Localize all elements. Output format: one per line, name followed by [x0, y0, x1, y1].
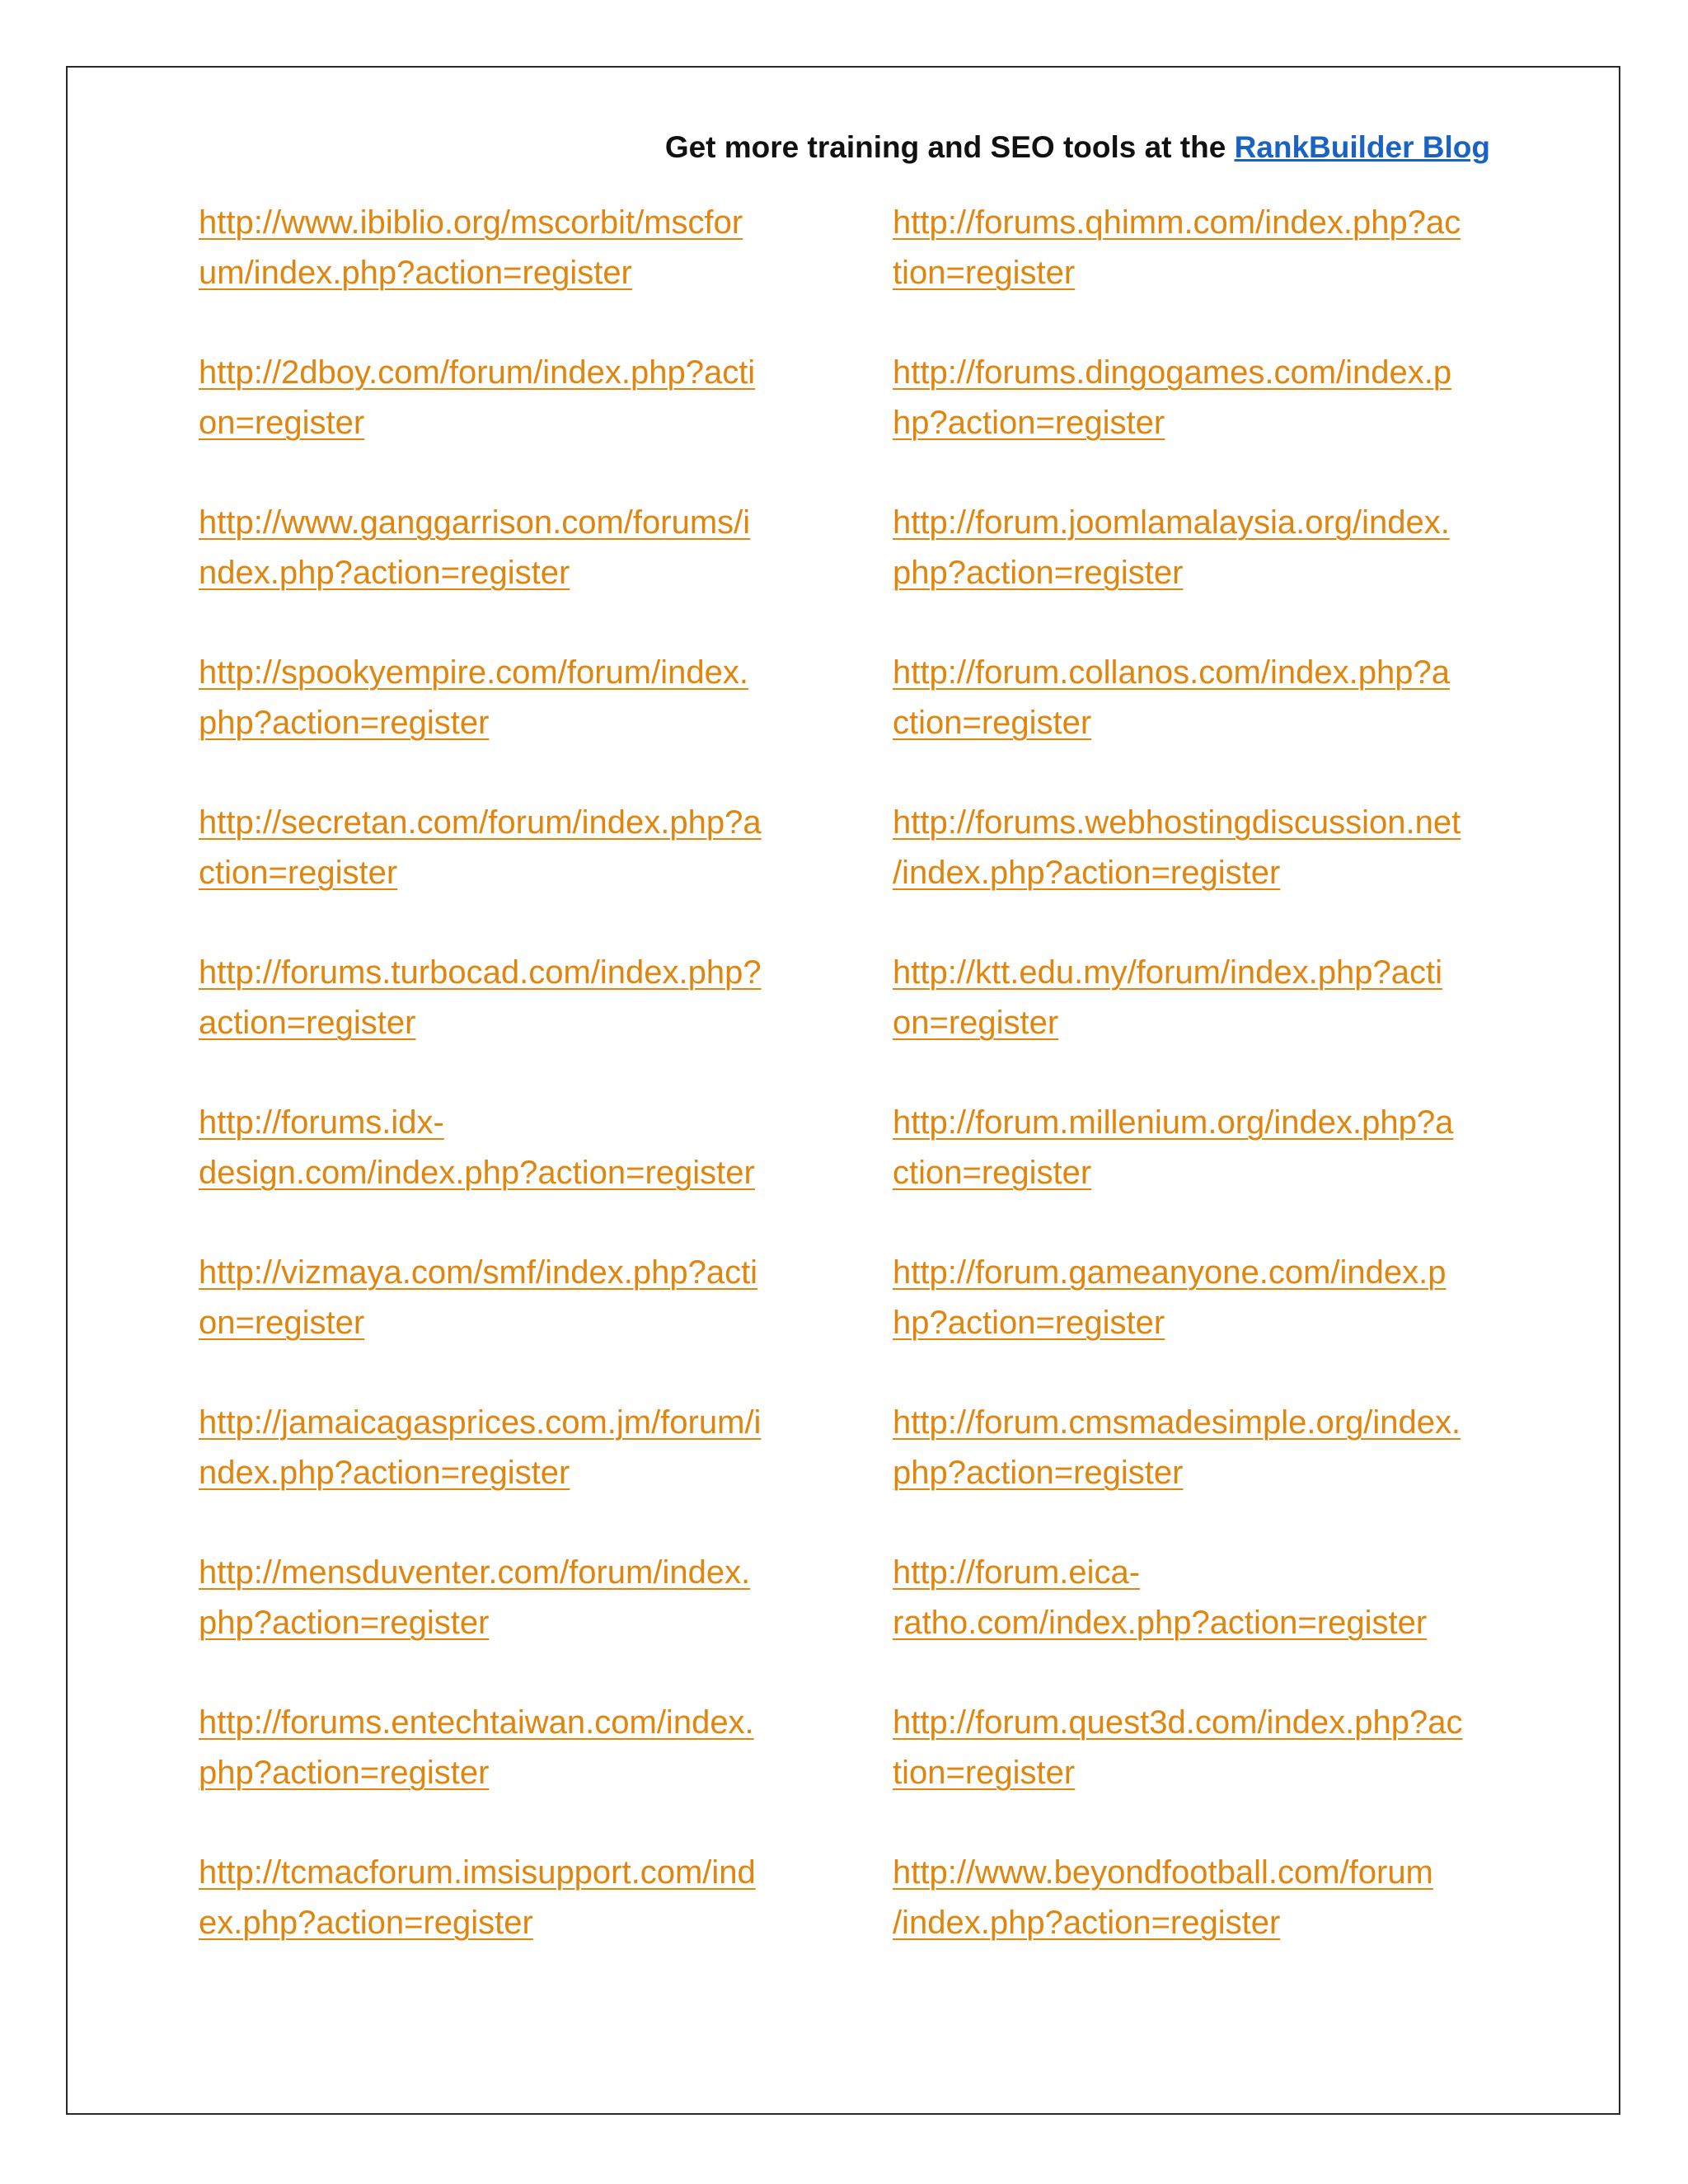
forum-register-link[interactable] — [893, 1398, 1503, 1498]
link-text-line: http://www.ibiblio.org/mscorbit/mscfor — [199, 204, 743, 241]
link-text-line: http://forums.qhimm.com/index.php?ac — [893, 204, 1461, 241]
link-text-line: /index.php?action=register — [893, 1905, 1281, 1941]
link-text-line: http://forums.entechtaiwan.com/index. — [199, 1704, 754, 1741]
forum-register-link[interactable] — [199, 1698, 809, 1798]
page-header — [665, 130, 1490, 165]
forum-register-link[interactable] — [199, 1248, 809, 1348]
header-text: Get more training and SEO tools at the — [664, 130, 1235, 164]
forum-register-link[interactable] — [893, 798, 1503, 898]
link-text-line: http://tcmacforum.imsisupport.com/ind — [199, 1854, 756, 1891]
left-link-column — [199, 198, 809, 1998]
link-text-line: /index.php?action=register — [893, 855, 1281, 891]
link-text-line: ction=register — [893, 705, 1092, 741]
right-link-column — [893, 198, 1503, 1998]
forum-register-link[interactable] — [199, 648, 809, 748]
link-text-line: php?action=register — [199, 1755, 490, 1791]
link-text-line: hp?action=register — [893, 1305, 1165, 1341]
link-text-line: ex.php?action=register — [199, 1905, 533, 1941]
link-text-line: php?action=register — [893, 555, 1184, 591]
forum-register-link[interactable] — [199, 1848, 809, 1948]
link-text-line: http://forum.millenium.org/index.php?a — [893, 1104, 1454, 1141]
link-text-line: http://secretan.com/forum/index.php?a — [199, 804, 762, 841]
forum-register-link[interactable] — [199, 1548, 809, 1648]
link-text-line: ratho.com/index.php?action=register — [893, 1605, 1428, 1641]
link-text-line: php?action=register — [199, 705, 490, 741]
link-text-line: http://forum.cmsmadesimple.org/index. — [893, 1404, 1461, 1441]
link-text-line: http://www.beyondfootball.com/forum — [893, 1854, 1433, 1891]
link-text-line: http://ktt.edu.my/forum/index.php?acti — [893, 954, 1443, 991]
forum-register-link[interactable] — [199, 198, 809, 298]
rankbuilder-blog-link[interactable]: RankBuilder Blog — [1234, 130, 1490, 164]
link-text-line: action=register — [199, 1005, 416, 1041]
link-text-line: http://forum.eica- — [893, 1554, 1141, 1591]
link-text-line: ction=register — [893, 1155, 1092, 1191]
forum-register-link[interactable] — [199, 348, 809, 448]
link-text-line: http://mensduventer.com/forum/index. — [199, 1554, 751, 1591]
link-text-line: ction=register — [199, 855, 398, 891]
link-text-line: http://forum.joomlamalaysia.org/index. — [893, 504, 1450, 541]
link-text-line: on=register — [199, 405, 365, 441]
link-text-line: ndex.php?action=register — [199, 1455, 570, 1491]
forum-register-link[interactable] — [893, 1098, 1503, 1198]
forum-register-link[interactable] — [893, 198, 1503, 298]
forum-register-link[interactable] — [893, 648, 1503, 748]
link-text-line: http://forum.quest3d.com/index.php?ac — [893, 1704, 1463, 1741]
link-text-line: http://2dboy.com/forum/index.php?acti — [199, 354, 756, 391]
forum-register-link[interactable] — [199, 1398, 809, 1498]
forum-register-link[interactable] — [893, 1698, 1503, 1798]
forum-register-link[interactable] — [893, 348, 1503, 448]
link-text-line: http://forums.idx- — [199, 1104, 444, 1141]
forum-register-link[interactable] — [199, 1098, 809, 1198]
link-text-line: http://www.ganggarrison.com/forums/i — [199, 504, 751, 541]
link-text-line: php?action=register — [199, 1605, 490, 1641]
link-text-line: php?action=register — [893, 1455, 1184, 1491]
forum-register-link[interactable] — [199, 498, 809, 598]
forum-register-link[interactable] — [893, 498, 1503, 598]
link-text-line: http://forums.dingogames.com/index.p — [893, 354, 1452, 391]
link-text-line: http://forums.turbocad.com/index.php? — [199, 954, 762, 991]
link-text-line: on=register — [893, 1005, 1059, 1041]
link-text-line: http://spookyempire.com/forum/index. — [199, 654, 748, 691]
forum-register-link[interactable] — [893, 1548, 1503, 1648]
forum-register-link[interactable] — [199, 798, 809, 898]
link-text-line: tion=register — [893, 1755, 1076, 1791]
link-text-line: http://forums.webhostingdiscussion.net — [893, 804, 1461, 841]
forum-register-link[interactable] — [199, 948, 809, 1048]
link-text-line: um/index.php?action=register — [199, 255, 632, 291]
link-text-line: http://forum.gameanyone.com/index.p — [893, 1254, 1447, 1291]
link-text-line: ndex.php?action=register — [199, 555, 570, 591]
link-text-line: http://vizmaya.com/smf/index.php?acti — [199, 1254, 758, 1291]
link-text-line: hp?action=register — [893, 405, 1165, 441]
link-text-line: http://forum.collanos.com/index.php?a — [893, 654, 1450, 691]
forum-register-link[interactable] — [893, 1248, 1503, 1348]
forum-register-link[interactable] — [893, 1848, 1503, 1948]
link-text-line: tion=register — [893, 255, 1076, 291]
link-text-line: design.com/index.php?action=register — [199, 1155, 755, 1191]
link-text-line: http://jamaicagasprices.com.jm/forum/i — [199, 1404, 762, 1441]
link-text-line: on=register — [199, 1305, 365, 1341]
forum-register-link[interactable] — [893, 948, 1503, 1048]
